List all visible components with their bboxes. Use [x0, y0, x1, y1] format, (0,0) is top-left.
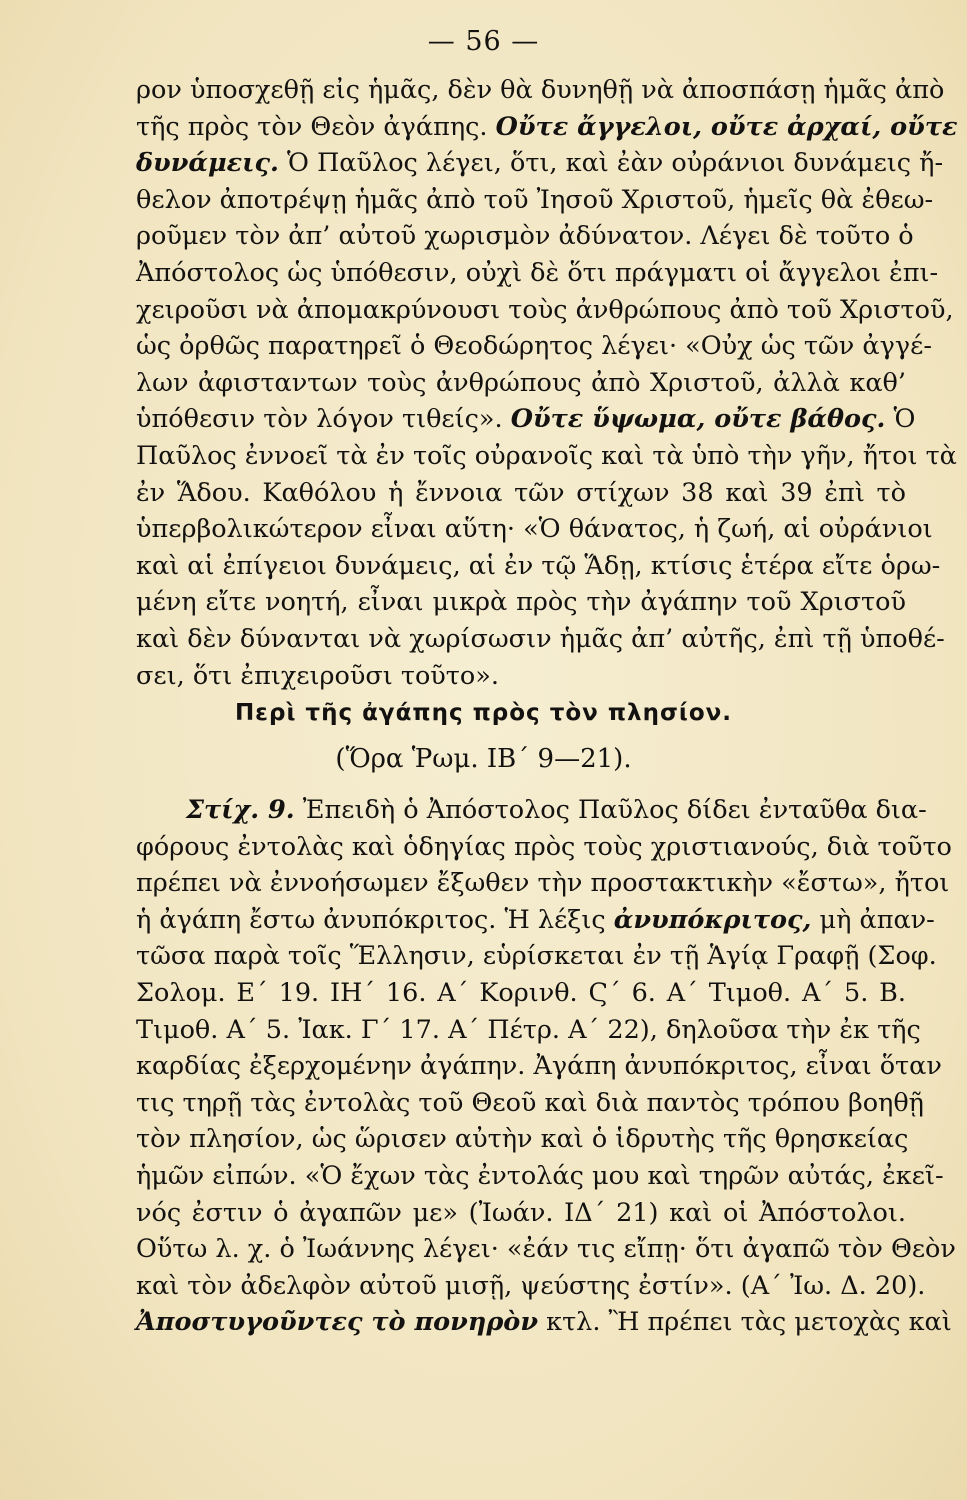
text-segment: Ὁ: [893, 404, 916, 435]
text-line: Σολομ. Ε΄ 19. ΙΗ΄ 16. Α΄ Κορινθ. Ϛ΄ 6. Α΄ Τιμοθ. Α΄ 5. Β.: [136, 977, 906, 1008]
text-line: σει, ὅτι ἐπιχειροῦσι τοῦτο».: [136, 660, 499, 691]
section-subheading: (Ὅρα Ῥωμ. ΙΒ΄ 9—21).: [335, 744, 632, 774]
text-line: τις τηρῇ τὰς ἐντολὰς τοῦ Θεοῦ καὶ διὰ παντὸς τρόπου βοηθῇ: [136, 1087, 924, 1118]
text-line: θελον ἀποτρέψῃ ἡμᾶς ἀπὸ τοῦ Ἰησοῦ Χριστοῦ, ἡμεῖς θὰ ἐθεω-: [136, 184, 934, 215]
bold-word: ἀνυπόκριτος,: [613, 904, 812, 935]
text-line: [136, 792, 927, 829]
text-segment: Ἐπειδὴ ὁ Ἀπόστολος Παῦλος δίδει ἐνταῦθα δια-: [302, 795, 927, 825]
section-heading: Περὶ τῆς ἀγάπης πρὸς τὸν πλησίον.: [234, 700, 733, 726]
text-block-lower: [136, 792, 956, 1341]
text-line: καρδίας ἐξερχομένην ἀγάπην. Ἀγάπη ἀνυπόκριτος, εἶναι ὅταν: [136, 1051, 942, 1082]
bold-phrase: Οὔτε ὕψωμα, οὔτε βάθος.: [510, 404, 886, 435]
text-segment: μὴ ἀπαν-: [819, 904, 935, 935]
text-line: [136, 109, 958, 146]
text-line: καὶ τὸν ἀδελφὸν αὐτοῦ μισῇ, ψεύστης ἐστίν». (Α΄ Ἰω. Δ. 20).: [136, 1270, 926, 1301]
bold-phrase: δυνάμεις.: [136, 148, 279, 179]
text-line: ὑπερβολικώτερον εἶναι αὕτη· «Ὁ θάνατος, ἡ ζωή, αἱ οὐράνιοι: [136, 514, 933, 545]
text-line: Οὕτω λ. χ. ὁ Ἰωάννης λέγει· «ἐάν τις εἴπῃ· ὅτι ἀγαπῶ τὸν Θεὸν: [136, 1234, 956, 1265]
text-segment: Ὁ Παῦλος λέγει, ὅτι, καὶ ἐὰν οὐράνιοι δυνάμεις ἤ-: [287, 148, 944, 179]
text-line: Τιμοθ. Α΄ 5. Ἰακ. Γ΄ 17. Α΄ Πέτρ. Α΄ 22), δηλοῦσα τὴν ἐκ τῆς: [136, 1014, 921, 1045]
text-line: [136, 401, 916, 438]
page-number: — 56 —: [427, 26, 540, 57]
text-line: χειροῦσι νὰ ἀπομακρύνουσι τοὺς ἀνθρώπους ἀπὸ τοῦ Χριστοῦ,: [136, 294, 954, 325]
bold-phrase: Ἀποστυγοῦντες τὸ πονηρὸν: [136, 1307, 539, 1338]
text-line: [136, 1304, 952, 1341]
text-segment: κτλ. Ἢ πρέπει τὰς μετοχὰς καὶ: [546, 1307, 952, 1338]
text-segment: ὑπόθεσιν τὸν λόγον τιθείς».: [136, 404, 503, 435]
text-line: ροῦμεν τὸν ἀπ’ αὐτοῦ χωρισμὸν ἀδύνατον. Λέγει δὲ τοῦτο ὁ: [136, 221, 914, 252]
text-line: τὸν πλησίον, ὡς ὥρισεν αὐτὴν καὶ ὁ ἱδρυτὴς τῆς θρησκείας: [136, 1124, 909, 1155]
text-line: Ἀπόστολος ὡς ὑπόθεσιν, οὐχὶ δὲ ὅτι πράγματι οἱ ἄγγελοι ἐπι-: [136, 257, 939, 288]
text-line: νός ἐστιν ὁ ἀγαπῶν με» (Ἰωάν. ΙΔ΄ 21) καὶ οἱ Ἀπόστολοι.: [136, 1197, 906, 1228]
text-line: ἡμῶν εἰπών. «Ὁ ἔχων τὰς ἐντολάς μου καὶ τηρῶν αὐτάς, ἐκεῖ-: [136, 1160, 944, 1191]
text-line: καὶ δὲν δύνανται νὰ χωρίσωσιν ἡμᾶς ἀπ’ αὐτῆς, ἐπὶ τῇ ὑποθέ-: [136, 623, 945, 654]
text-line: ἐν Ἅδου. Καθόλου ἡ ἔννοια τῶν στίχων 38 καὶ 39 ἐπὶ τὸ: [136, 477, 906, 508]
text-line: ὡς ὀρθῶς παρατηρεῖ ὁ Θεοδώρητος λέγει· «Οὐχ ὡς τῶν ἀγγέ-: [136, 331, 932, 362]
verse-label: Στίχ. 9.: [186, 795, 295, 825]
text-line: τῶσα παρὰ τοῖς Ἕλλησιν, εὑρίσκεται ἐν τῇ Ἁγίᾳ Γραφῇ (Σοφ.: [136, 941, 937, 972]
text-line: Παῦλος ἐννοεῖ τὰ ἐν τοῖς οὐρανοῖς καὶ τὰ ὑπὸ τὴν γῆν, ἤτοι τὰ: [136, 440, 957, 471]
bold-phrase: Οὔτε ἄγγελοι, οὔτε ἀρχαί, οὔτε: [495, 111, 958, 142]
text-line: καὶ αἱ ἐπίγειοι δυνάμεις, αἱ ἐν τῷ Ἅδῃ, κτίσις ἑτέρα εἴτε ὁρω-: [136, 550, 941, 581]
text-line: φόρους ἐντολὰς καὶ ὁδηγίας πρὸς τοὺς χριστιανούς, διὰ τοῦτο: [136, 831, 952, 862]
text-segment: ἡ ἀγάπη ἔστω ἀνυπόκριτος. Ἡ λέξις: [136, 904, 606, 935]
text-line: λων ἀφισταντων τοὺς ἀνθρώπους ἀπὸ Χριστοῦ, ἀλλὰ καθ’: [136, 367, 906, 398]
text-line: μένη εἴτε νοητή, εἶναι μικρὰ πρὸς τὴν ἀγάπην τοῦ Χριστοῦ: [136, 587, 906, 618]
text-line: [136, 902, 935, 939]
text-line: πρέπει νὰ ἐννοήσωμεν ἔξωθεν τὴν προστακτικὴν «ἔστω», ἤτοι: [136, 868, 950, 899]
text-line: ρον ὑποσχεθῇ εἰς ἡμᾶς, δὲν θὰ δυνηθῇ νὰ ἀποσπάσῃ ἡμᾶς ἀπὸ: [136, 75, 945, 105]
text-line: [136, 145, 944, 182]
text-block-upper: [136, 72, 958, 694]
text-segment: τῆς πρὸς τὸν Θεὸν ἀγάπης.: [136, 111, 488, 142]
